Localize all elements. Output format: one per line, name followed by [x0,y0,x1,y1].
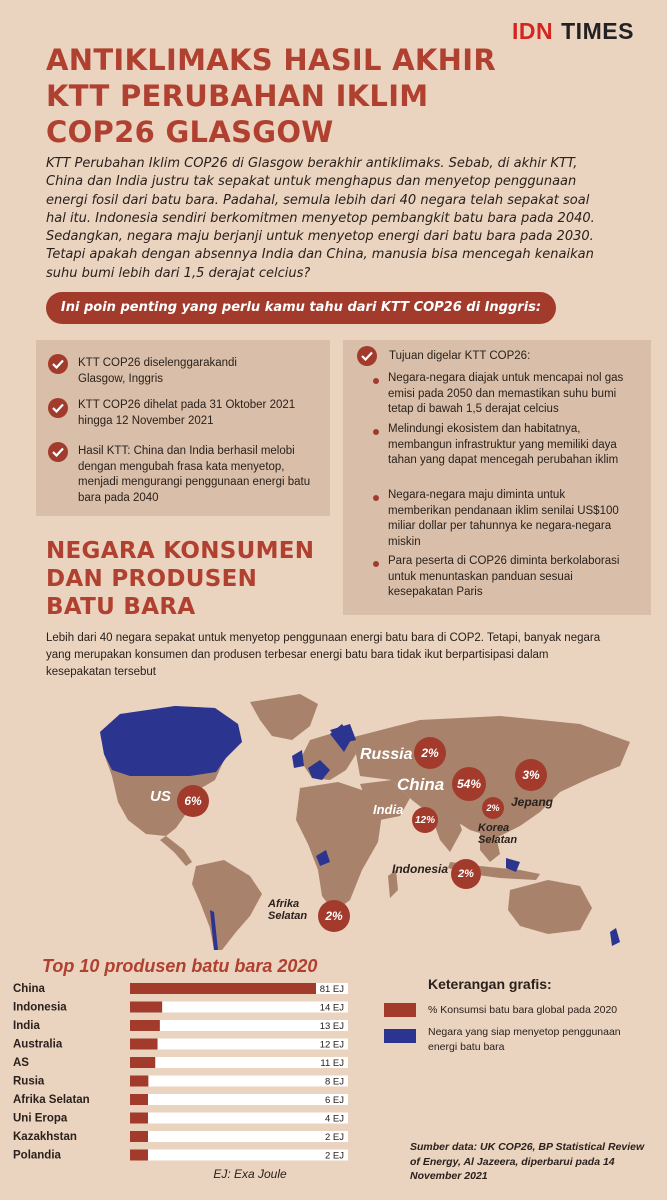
legend-swatch-pledged [384,1029,416,1043]
category-label: Indonesia [13,1001,67,1014]
goal-item: Para peserta di COP26 diminta berkolaborasi untuk menuntaskan panduan sesuai kesepakatan Paris [388,555,620,598]
legend-label-consumption: % Konsumsi batu bara global pada 2020 [428,1004,618,1016]
bar [130,1113,148,1124]
bar [130,1039,158,1050]
bar-track [130,1020,348,1031]
fact-item: Hasil KTT: China dan India berhasil melobi dengan mengubah frasa kata menyetop, menjadi mengurangi penggunaan energi batu bara pada 2040 [78,445,311,504]
value-label: 8 EJ [324,1076,344,1088]
bar [130,1094,148,1105]
goal-item: Negara-negara maju diminta untuk memberikan pendanaan iklim senilai US$100 miliar dollar per tahunnya ke negara-negara miskin [388,489,619,548]
bar-track [130,1039,348,1050]
nz-pledged-shape [610,928,620,946]
bullet-icon [373,561,379,567]
bullet-icon [373,378,379,384]
bubble-south-korea: 2% [482,797,504,819]
chart-title: Top 10 produsen batu bara 2020 [42,956,318,976]
goal-item: Melindungi ekosistem dan habitatnya, membangun infrastruktur yang memiliki daya tahan yang dapat mencegah perubahan iklim [388,423,619,466]
section-title-line: NEGARA KONSUMEN [46,538,315,564]
check-icon [48,354,68,374]
check-icon [357,346,377,366]
value-label: 11 EJ [320,1058,344,1069]
section-title [46,537,336,621]
bar [130,1150,148,1161]
bar [130,1020,160,1031]
section-title-line: DAN PRODUSEN [46,566,258,592]
value-label: 6 EJ [324,1095,344,1106]
bar-track [130,1113,348,1124]
title-line: ANTIKLIMAKS HASIL AKHIR [46,43,496,77]
idn-times-logo: IDN TIMES [512,18,634,44]
map-label-russia: Russia [360,746,413,763]
uk-pledged-shape [292,750,304,768]
map-label-us: US [150,788,171,805]
page-title [46,42,526,150]
bubble-india: 12% [412,807,438,833]
category-label: Uni Eropa [13,1112,68,1125]
title-line: KTT PERUBAHAN IKLIM [46,79,429,113]
category-label: Polandia [13,1149,61,1162]
bar [130,1076,148,1087]
category-label: Rusia [13,1075,45,1088]
section-paragraph: Lebih dari 40 negara sepakat untuk menyetop penggunaan energi batu bara di COP2. Tetapi, banyak negara yang merupakan konsumen dan produsen terbesar energi batu bara tidak ikut berpartisipasi dalam kesepakatan tersebut [46,632,601,678]
category-label: China [13,983,45,995]
asia-shape [350,716,630,838]
map-label-japan: Jepang [511,795,554,809]
check-icon [48,442,68,462]
bubble-south-africa: 2% [318,900,350,932]
map-label-south-africa: Afrika Selatan [268,898,308,922]
facts-box [36,340,330,516]
category-label: AS [13,1057,29,1069]
map-label-indonesia: Indonesia [392,862,449,876]
bubble-china: 54% [452,767,486,801]
bubble-russia: 2% [414,737,446,769]
bar-track [130,1002,348,1013]
value-label: 4 EJ [324,1113,344,1125]
fact-item: KTT COP26 diselenggarakandi Glasgow, Inggris [78,357,237,385]
bullet-icon [373,429,379,435]
check-icon [48,398,68,418]
bubble-japan: 3% [515,759,547,791]
bar-track [130,1131,348,1142]
value-label: 2 EJ [324,1132,344,1143]
goals-box [343,340,651,615]
value-label: 2 EJ [324,1150,344,1162]
legend-swatch-consumption [384,1003,416,1017]
key-points-banner: Ini poin penting yang perlu kamu tahu dari KTT COP26 di Inggris: [46,292,556,324]
category-label: Kazakhstan [13,1131,77,1143]
section-title-line: BATU BARA [46,594,196,620]
value-label: 14 EJ [319,1002,344,1014]
bullet-icon [373,495,379,501]
greenland-shape [250,694,318,740]
value-label: 12 EJ [319,1039,344,1051]
value-label: 13 EJ [319,1021,344,1032]
map-label-china: China [397,775,445,794]
title-line: COP26 GLASGOW [46,115,334,149]
bar-track [130,1094,348,1105]
australia-shape [508,880,592,934]
bubble-us: 6% [177,785,209,817]
map-label-south-korea: Korea Selatan [478,822,518,846]
legend-title: Keterangan grafis: [428,976,552,992]
intro-paragraph: KTT Perubahan Iklim COP26 di Glasgow berakhir antiklimaks. Sebab, di akhir KTT, China dan India justru tak sepakat untuk menghapus dan menyetop penggunaan energi fosil dari batu bara. Padahal, semula lebih dari 40 negara telah sepakat soal hal itu. Indonesia sendiri berkomitmen menyetop pembangkit batu bara pada 2040. Sedangkan, negara maju berjanji untuk menyetop energi dari batu bara pada 2030. Tetapi apakah dengan absennya India dan China, manusia bisa mencegah kenaikan suhu bumi lebih dari 1,5 derajat celcius? [46,156,595,281]
bar-track [130,1057,348,1068]
value-label: 81 EJ [319,984,344,995]
bar [130,1002,162,1013]
south-america-shape [192,860,262,950]
producers-bar-chart [0,978,400,1164]
unit-note: EJ: Exa Joule [213,1167,287,1181]
bar [130,1057,155,1068]
source-note: Sumber data: UK COP26, BP Statistical Review of Energy, Al Jazeera, diperbarui pada 14 November 2021 [410,1141,645,1182]
bar [130,1131,148,1142]
bar [130,983,316,994]
bar-track [130,1076,348,1087]
goals-heading: Tujuan digelar KTT COP26: [389,350,531,362]
category-label: India [13,1020,40,1032]
fact-item: KTT COP26 dihelat pada 31 Oktober 2021 hingga 12 November 2021 [78,399,296,427]
category-label: Afrika Selatan [13,1094,90,1106]
category-label: Australia [13,1038,63,1051]
central-america-shape [160,836,192,866]
bubble-indonesia: 2% [451,859,481,889]
bar-track [130,1150,348,1161]
goal-item: Negara-negara diajak untuk mencapai nol gas emisi pada 2050 dan memastikan suhu bumi tetap di bawah 1,5 derajat celcius [388,372,624,415]
map-label-india: India [373,802,404,817]
legend-label-pledged: Negara yang siap menyetop penggunaan energi batu bara [428,1026,621,1053]
